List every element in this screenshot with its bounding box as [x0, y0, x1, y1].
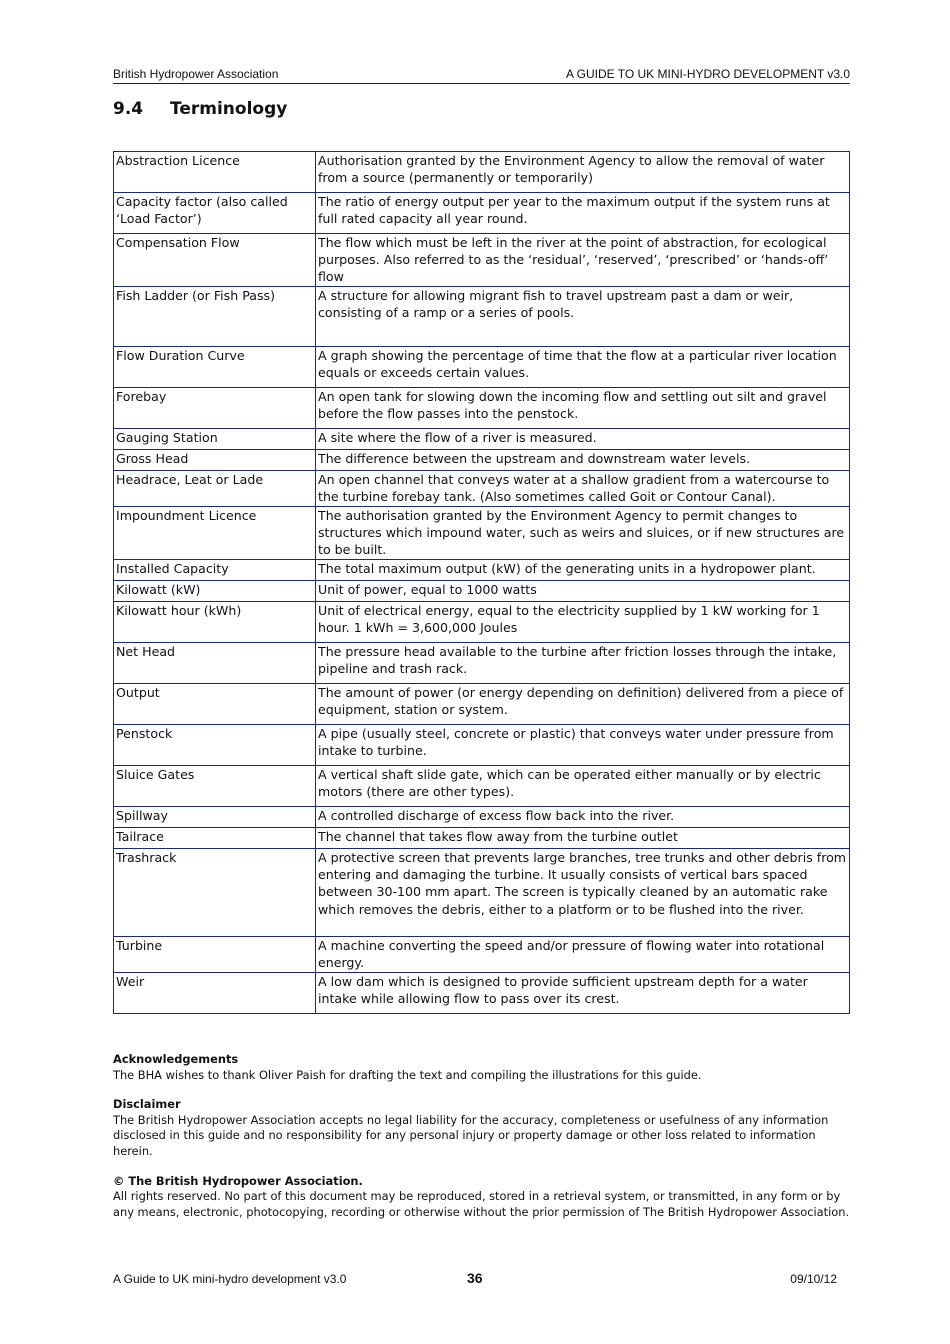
table-row	[114, 234, 850, 287]
definition-cell: A controlled discharge of excess flow back into the river.	[316, 807, 850, 828]
term-cell: Impoundment Licence	[114, 507, 316, 560]
table-row	[114, 766, 850, 807]
header-document-title: A GUIDE TO UK MINI-HYDRO DEVELOPMENT v3.0	[565, 67, 850, 81]
table-row	[114, 602, 850, 643]
table-row	[114, 937, 850, 973]
term-cell: Penstock	[114, 725, 316, 766]
definition-cell: The total maximum output (kW) of the generating units in a hydropower plant.	[316, 560, 850, 581]
term-cell: Gross Head	[114, 450, 316, 471]
table-row	[114, 388, 850, 429]
disclaimer-heading: Disclaimer	[113, 1097, 181, 1112]
term-cell: Weir	[114, 973, 316, 1014]
table-row	[114, 471, 850, 507]
table-row	[114, 429, 850, 450]
term-cell: Spillway	[114, 807, 316, 828]
definition-cell: A site where the flow of a river is measured.	[316, 429, 850, 450]
disclaimer-text: The British Hydropower Association accepts no legal liability for the accuracy, completeness or usefulness of any information disclosed in this guide and no responsibility for any personal injury or property damage or other loss related to information herein.	[113, 1112, 829, 1158]
footer-notes	[113, 1052, 853, 1234]
header-org-name: British Hydropower Association	[113, 67, 279, 81]
term-cell: Capacity factor (also called ‘Load Factor’)	[114, 193, 316, 234]
table-row	[114, 152, 850, 193]
table-row	[114, 643, 850, 684]
definition-cell: The flow which must be left in the river at the point of abstraction, for ecological purposes. Also referred to as the ‘residual’, ‘reserved’, ‘prescribed’ or ‘hands-off’ flow	[316, 234, 850, 287]
definition-cell: The ratio of energy output per year to the maximum output if the system runs at full rated capacity all year round.	[316, 193, 850, 234]
acknowledgements-text: The BHA wishes to thank Oliver Paish for drafting the text and compiling the illustrations for this guide.	[113, 1067, 702, 1082]
page-number: 36	[467, 1270, 483, 1286]
definition-cell: An open channel that conveys water at a shallow gradient from a watercourse to the turbine forebay tank. (Also sometimes called Goit or Contour Canal).	[316, 471, 850, 507]
table-row	[114, 973, 850, 1014]
definition-cell: The pressure head available to the turbine after friction losses through the intake, pipeline and trash rack.	[316, 643, 850, 684]
definition-cell: A vertical shaft slide gate, which can be operated either manually or by electric motors (there are other types).	[316, 766, 850, 807]
table-row	[114, 560, 850, 581]
acknowledgements-block	[113, 1052, 853, 1083]
acknowledgements-heading: Acknowledgements	[113, 1052, 239, 1066]
term-cell: Sluice Gates	[114, 766, 316, 807]
table-row	[114, 287, 850, 347]
section-number: 9.4	[113, 99, 144, 119]
table-row	[114, 725, 850, 766]
definition-cell: An open tank for slowing down the incoming flow and settling out silt and gravel before the flow passes into the penstock.	[316, 388, 850, 429]
table-row	[114, 450, 850, 471]
footer-document-title: A Guide to UK mini-hydro development v3.0	[113, 1272, 347, 1286]
disclaimer-block	[113, 1097, 853, 1159]
table-row	[114, 849, 850, 937]
term-cell: Compensation Flow	[114, 234, 316, 287]
definition-cell: A structure for allowing migrant fish to travel upstream past a dam or weir, consisting of a ramp or a series of pools.	[316, 287, 850, 347]
term-cell: Forebay	[114, 388, 316, 429]
definition-cell: The difference between the upstream and downstream water levels.	[316, 450, 850, 471]
definition-cell: The authorisation granted by the Environment Agency to permit changes to structures which impound water, such as weirs and sluices, or if new structures are to be built.	[316, 507, 850, 560]
definition-cell: A protective screen that prevents large branches, tree trunks and other debris from entering and damaging the turbine. It usually consists of vertical bars spaced between 30-100 mm apart. The screen is typically cleaned by an automatic rake which removes the debris, either to a platform or to be flushed into the river.	[316, 849, 850, 937]
term-cell: Installed Capacity	[114, 560, 316, 581]
term-cell: Flow Duration Curve	[114, 347, 316, 388]
terminology-table	[113, 151, 850, 1014]
table-row	[114, 828, 850, 849]
copyright-text: All rights reserved. No part of this document may be reproduced, stored in a retrieval system, or transmitted, in any form or by any means, electronic, photocopying, recording or otherwise without the prior permission of The British Hydropower Association.	[113, 1189, 850, 1219]
definition-cell: Authorisation granted by the Environment Agency to allow the removal of water from a source (permanently or temporarily)	[316, 152, 850, 193]
definition-cell: Unit of electrical energy, equal to the electricity supplied by 1 kW working for 1 hour. 1 kWh = 3,600,000 Joules	[316, 602, 850, 643]
term-cell: Net Head	[114, 643, 316, 684]
copyright-heading: © The British Hydropower Association.	[113, 1173, 363, 1188]
table-row	[114, 684, 850, 725]
section-title-text: Terminology	[170, 99, 288, 119]
term-cell: Turbine	[114, 937, 316, 973]
term-cell: Kilowatt (kW)	[114, 581, 316, 602]
term-cell: Gauging Station	[114, 429, 316, 450]
term-cell: Output	[114, 684, 316, 725]
term-cell: Trashrack	[114, 849, 316, 937]
table-row	[114, 807, 850, 828]
definition-cell: A pipe (usually steel, concrete or plastic) that conveys water under pressure from intake to turbine.	[316, 725, 850, 766]
table-row	[114, 581, 850, 602]
term-cell: Tailrace	[114, 828, 316, 849]
definition-cell: The channel that takes flow away from the turbine outlet	[316, 828, 850, 849]
section-title	[113, 99, 287, 119]
term-cell: Headrace, Leat or Lade	[114, 471, 316, 507]
footer-date: 09/10/12	[790, 1272, 837, 1286]
definition-cell: Unit of power, equal to 1000 watts	[316, 581, 850, 602]
copyright-block	[113, 1174, 853, 1221]
term-cell: Abstraction Licence	[114, 152, 316, 193]
table-row	[114, 507, 850, 560]
table-row	[114, 193, 850, 234]
term-cell: Fish Ladder (or Fish Pass)	[114, 287, 316, 347]
definition-cell: A graph showing the percentage of time that the flow at a particular river location equals or exceeds certain values.	[316, 347, 850, 388]
definition-cell: A machine converting the speed and/or pressure of flowing water into rotational energy.	[316, 937, 850, 973]
term-cell: Kilowatt hour (kWh)	[114, 602, 316, 643]
definition-cell: The amount of power (or energy depending on definition) delivered from a piece of equipment, station or system.	[316, 684, 850, 725]
table-row	[114, 347, 850, 388]
definition-cell: A low dam which is designed to provide sufficient upstream depth for a water intake while allowing flow to pass over its crest.	[316, 973, 850, 1014]
page-header	[113, 67, 850, 84]
